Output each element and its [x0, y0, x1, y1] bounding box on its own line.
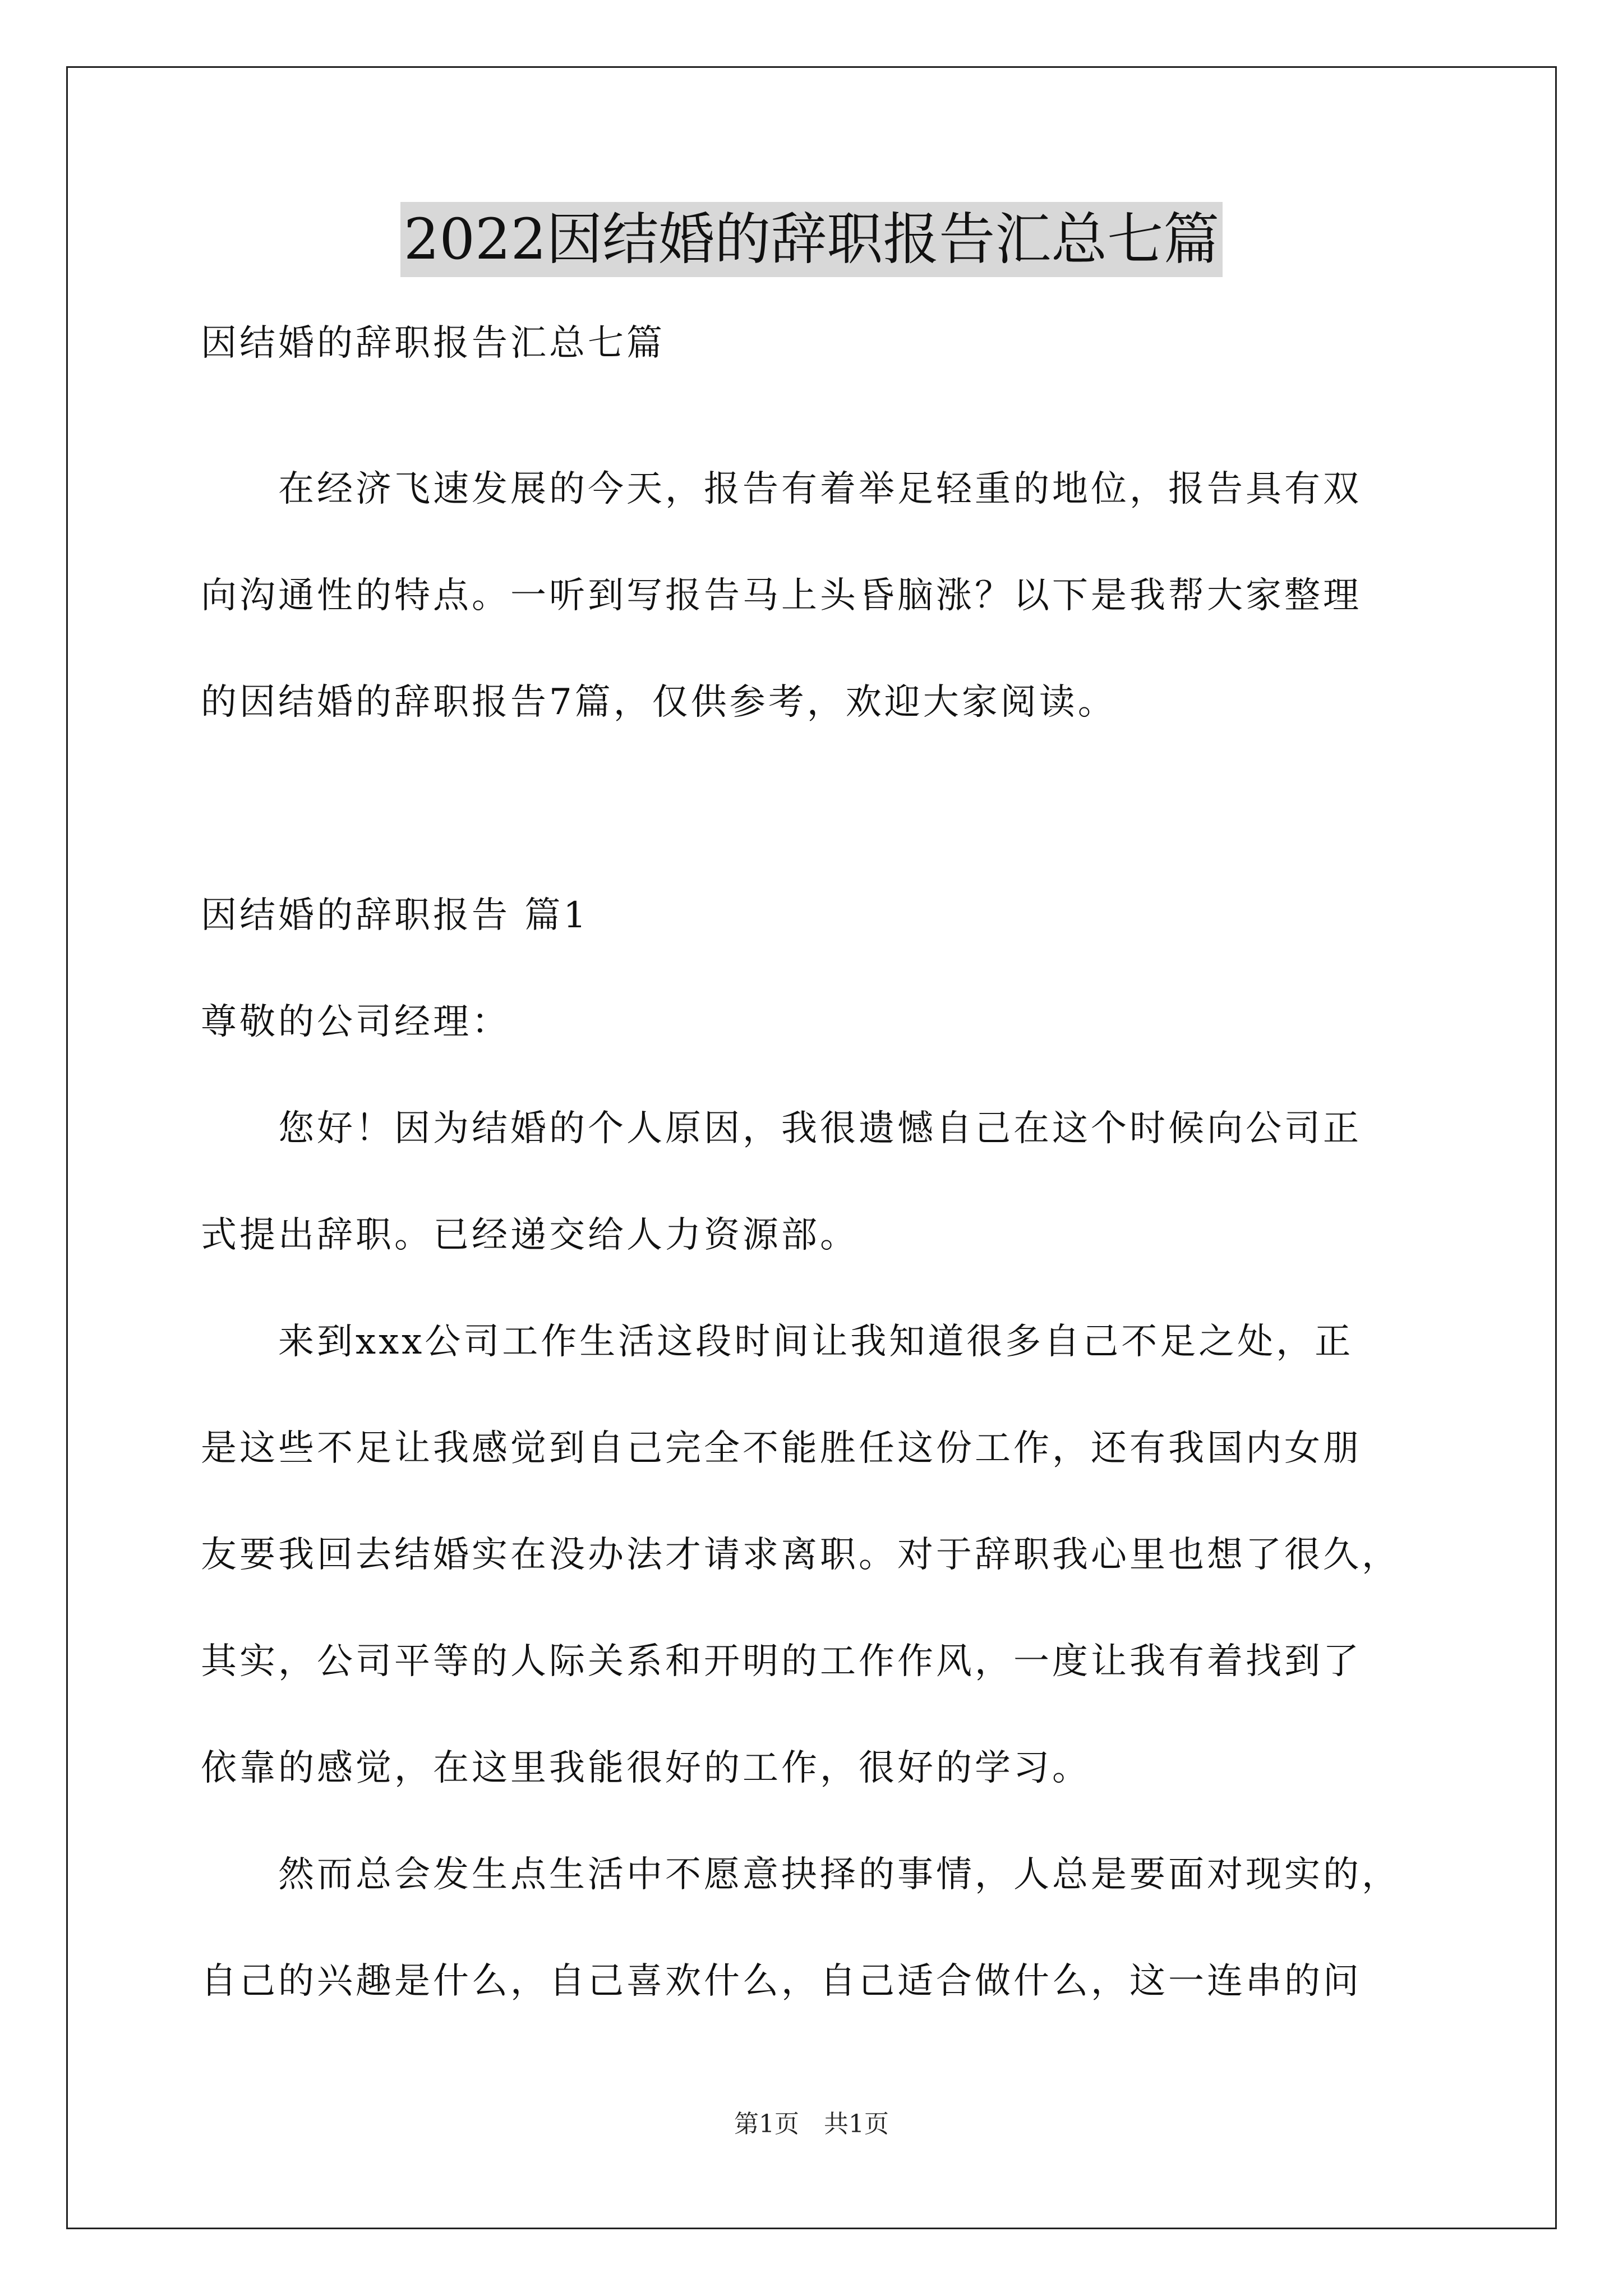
body-line: 然而总会发生点生活中不愿意抉择的事情，人总是要面对现实的，	[201, 1854, 1400, 1895]
title-container	[0, 202, 1623, 277]
section-heading: 因结婚的辞职报告 篇1	[201, 895, 589, 936]
salutation: 尊敬的公司经理：	[201, 1001, 510, 1043]
body-line: 在经济飞速发展的今天，报告有着举足轻重的地位，报告具有双	[201, 468, 1362, 510]
body-line: 友要我回去结婚实在没办法才请求离职。对于辞职我心里也想了很久，	[201, 1534, 1400, 1576]
body-line: 自己的兴趣是什么，自己喜欢什么，自己适合做什么，这一连串的问	[201, 1961, 1362, 2002]
page-number: 第1页 共1页	[734, 2110, 889, 2138]
body-line: 向沟通性的特点。一听到写报告马上头昏脑涨？以下是我帮大家整理	[201, 575, 1362, 616]
body-line: 来到xxx公司工作生活这段时间让我知道很多自己不足之处，正	[201, 1321, 1354, 1363]
body-line: 式提出辞职。已经递交给人力资源部。	[201, 1214, 859, 1256]
body-line: 依靠的感觉，在这里我能很好的工作，很好的学习。	[201, 1747, 1091, 1789]
body-line: 其实，公司平等的人际关系和开明的工作作风，一度让我有着找到了	[201, 1641, 1362, 1682]
body-line: 是这些不足让我感觉到自己完全不能胜任这份工作，还有我国内女朋	[201, 1428, 1362, 1469]
body-line: 的因结婚的辞职报告7篇，仅供参考，欢迎大家阅读。	[201, 682, 1117, 723]
subtitle-line: 因结婚的辞职报告汇总七篇	[201, 323, 665, 364]
body-line: 您好！因为结婚的个人原因，我很遗憾自己在这个时候向公司正	[201, 1108, 1362, 1149]
document-title: 2022因结婚的辞职报告汇总七篇	[400, 202, 1223, 277]
